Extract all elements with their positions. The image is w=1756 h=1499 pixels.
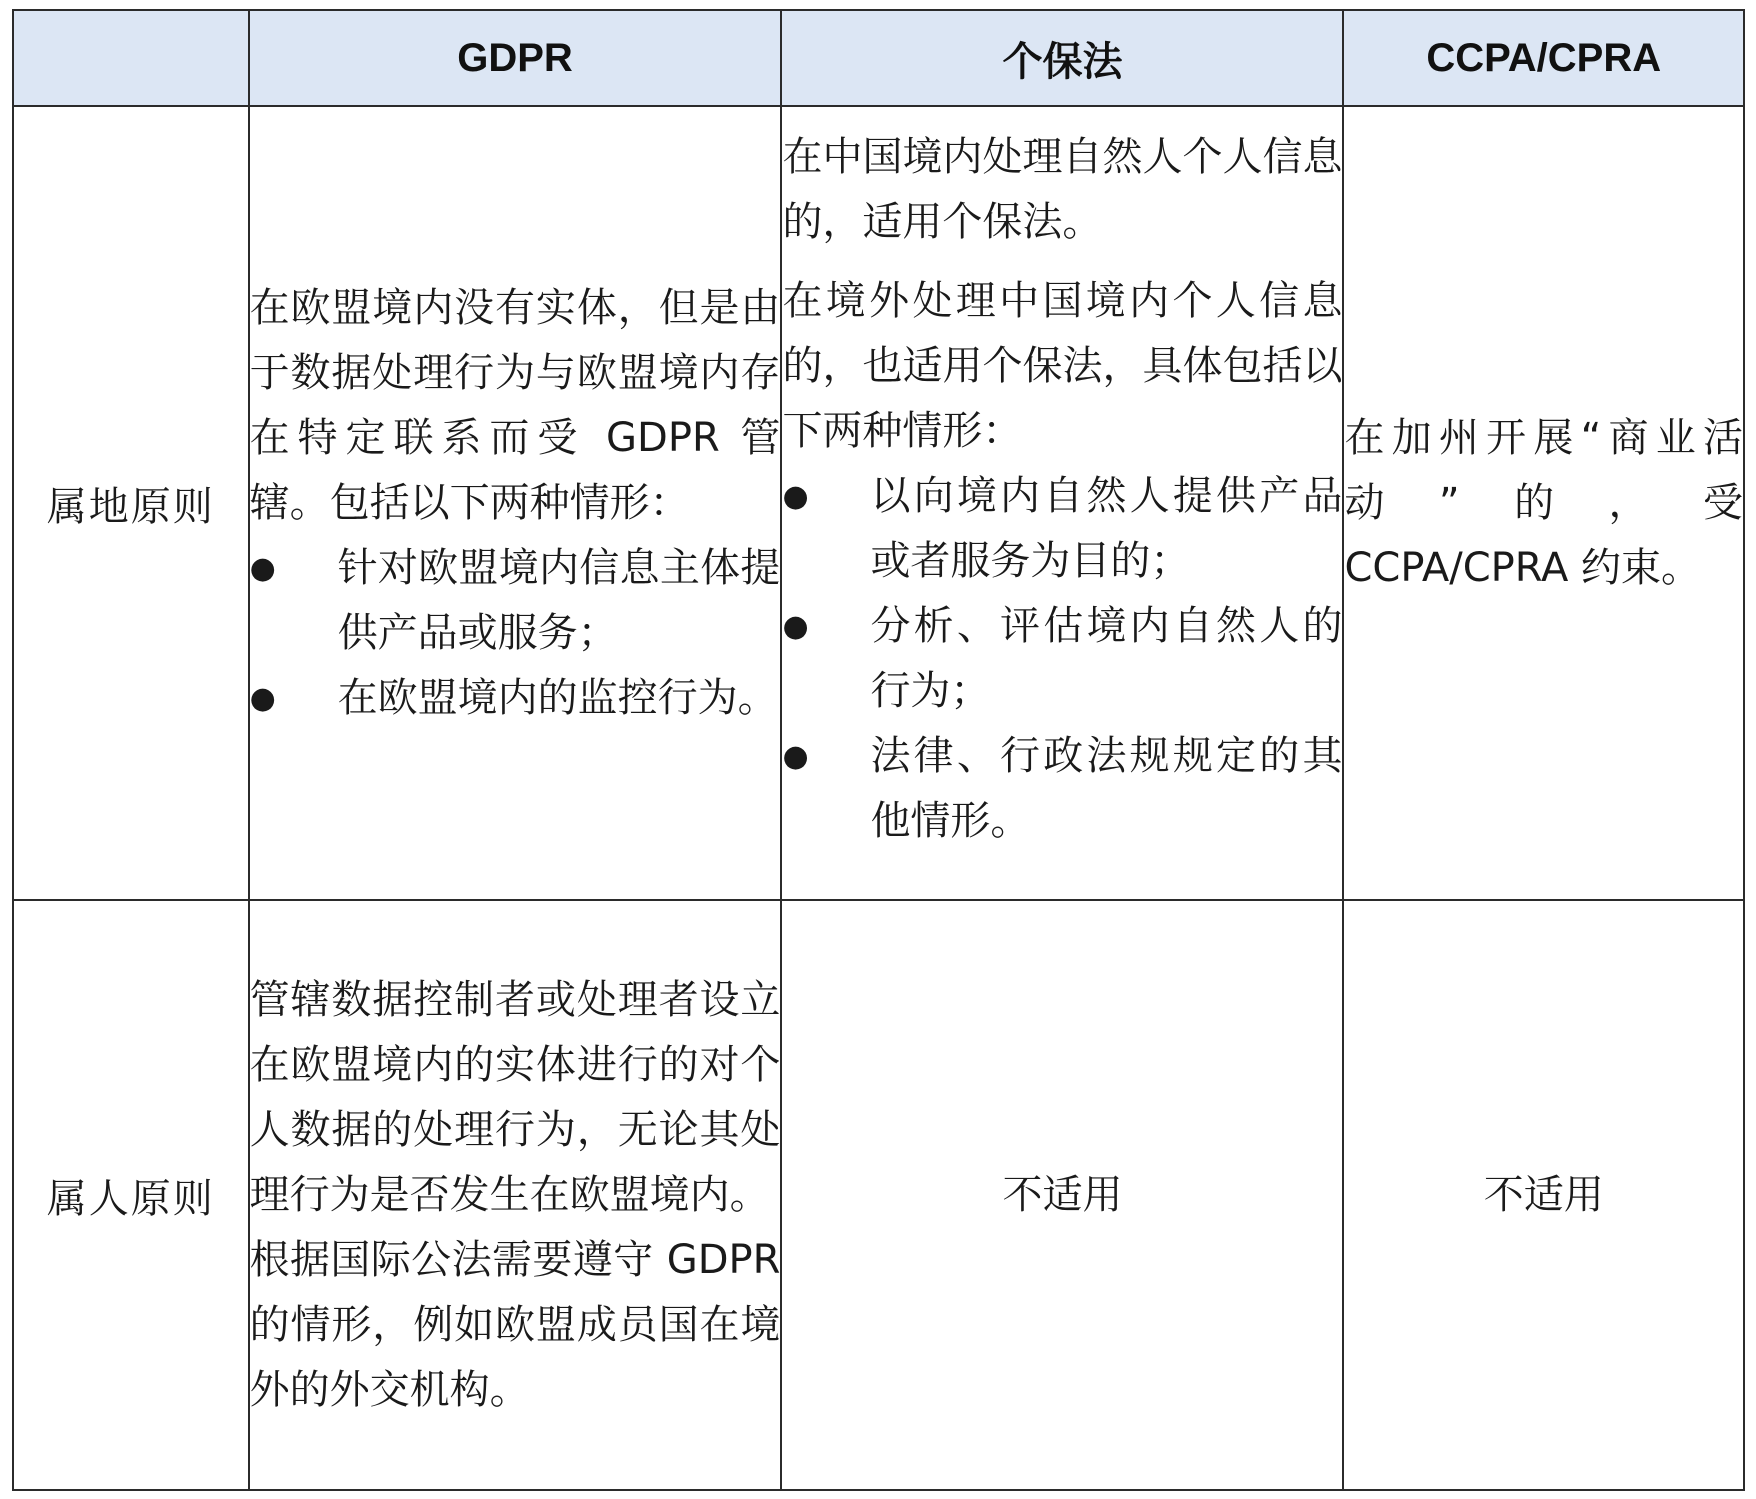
- header-gdpr: GDPR: [249, 10, 782, 106]
- ccpa-territorial-text: 在加州开展“商业活动”的，受 CCPA/CPRA 约束。: [1344, 414, 1743, 591]
- list-item: [250, 536, 781, 666]
- list-item-text: 法律、行政法规规定的其他情形。: [870, 733, 1343, 844]
- bullet-icon: ●: [782, 479, 809, 514]
- list-item-text: 在欧盟境内的监控行为。: [337, 674, 778, 721]
- cell-gdpr-personal: [249, 900, 782, 1490]
- header-ccpa: CCPA/CPRA: [1343, 10, 1744, 106]
- gdpr-territorial-intro: 在欧盟境内没有实体，但是由于数据处理行为与欧盟境内存在特定联系而受 GDPR 管辖。包括以下两种情形：: [249, 284, 781, 526]
- bullet-icon: ●: [249, 550, 276, 586]
- bullet-icon: ●: [782, 609, 809, 644]
- list-item: [250, 666, 781, 731]
- header-blank: [13, 10, 249, 106]
- cell-pipl-personal: 不适用: [781, 900, 1343, 1490]
- row-label-personal: 属人原则: [13, 900, 249, 1490]
- bullet-icon: ●: [249, 680, 276, 716]
- list-item: [782, 724, 1342, 854]
- pipl-territorial-para2: 在境外处理中国境内个人信息的，也适用个保法，具体包括以下两种情形：: [782, 278, 1343, 454]
- pipl-territorial-list: [782, 464, 1342, 854]
- gdpr-personal-para1: 管辖数据控制者或处理者设立在欧盟境内的实体进行的对个人数据的处理行为，无论其处理行为是否发生在欧盟境内。: [249, 976, 781, 1218]
- header-row: [13, 10, 1744, 106]
- comparison-table: [12, 9, 1745, 1491]
- list-item: [782, 594, 1342, 724]
- list-item: [782, 464, 1342, 594]
- cell-ccpa-territorial: [1343, 106, 1744, 900]
- table-row: [13, 106, 1744, 900]
- list-item-text: 分析、评估境内自然人的行为；: [870, 603, 1343, 714]
- gdpr-territorial-list: [250, 536, 781, 731]
- row-label-territorial: 属地原则: [13, 106, 249, 900]
- cell-pipl-territorial: [781, 106, 1343, 900]
- cell-gdpr-territorial: [249, 106, 782, 900]
- list-item-text: 针对欧盟境内信息主体提供产品或服务；: [337, 544, 781, 656]
- cell-ccpa-personal: 不适用: [1343, 900, 1744, 1490]
- header-pipl: 个保法: [781, 10, 1343, 106]
- gdpr-personal-para2: 根据国际公法需要遵守 GDPR 的情形，例如欧盟成员国在境外的外交机构。: [249, 1236, 781, 1413]
- bullet-icon: ●: [782, 739, 809, 774]
- table-row: [13, 900, 1744, 1490]
- list-item-text: 以向境内自然人提供产品或者服务为目的；: [870, 473, 1343, 584]
- pipl-territorial-para1: 在中国境内处理自然人个人信息的，适用个保法。: [782, 134, 1343, 245]
